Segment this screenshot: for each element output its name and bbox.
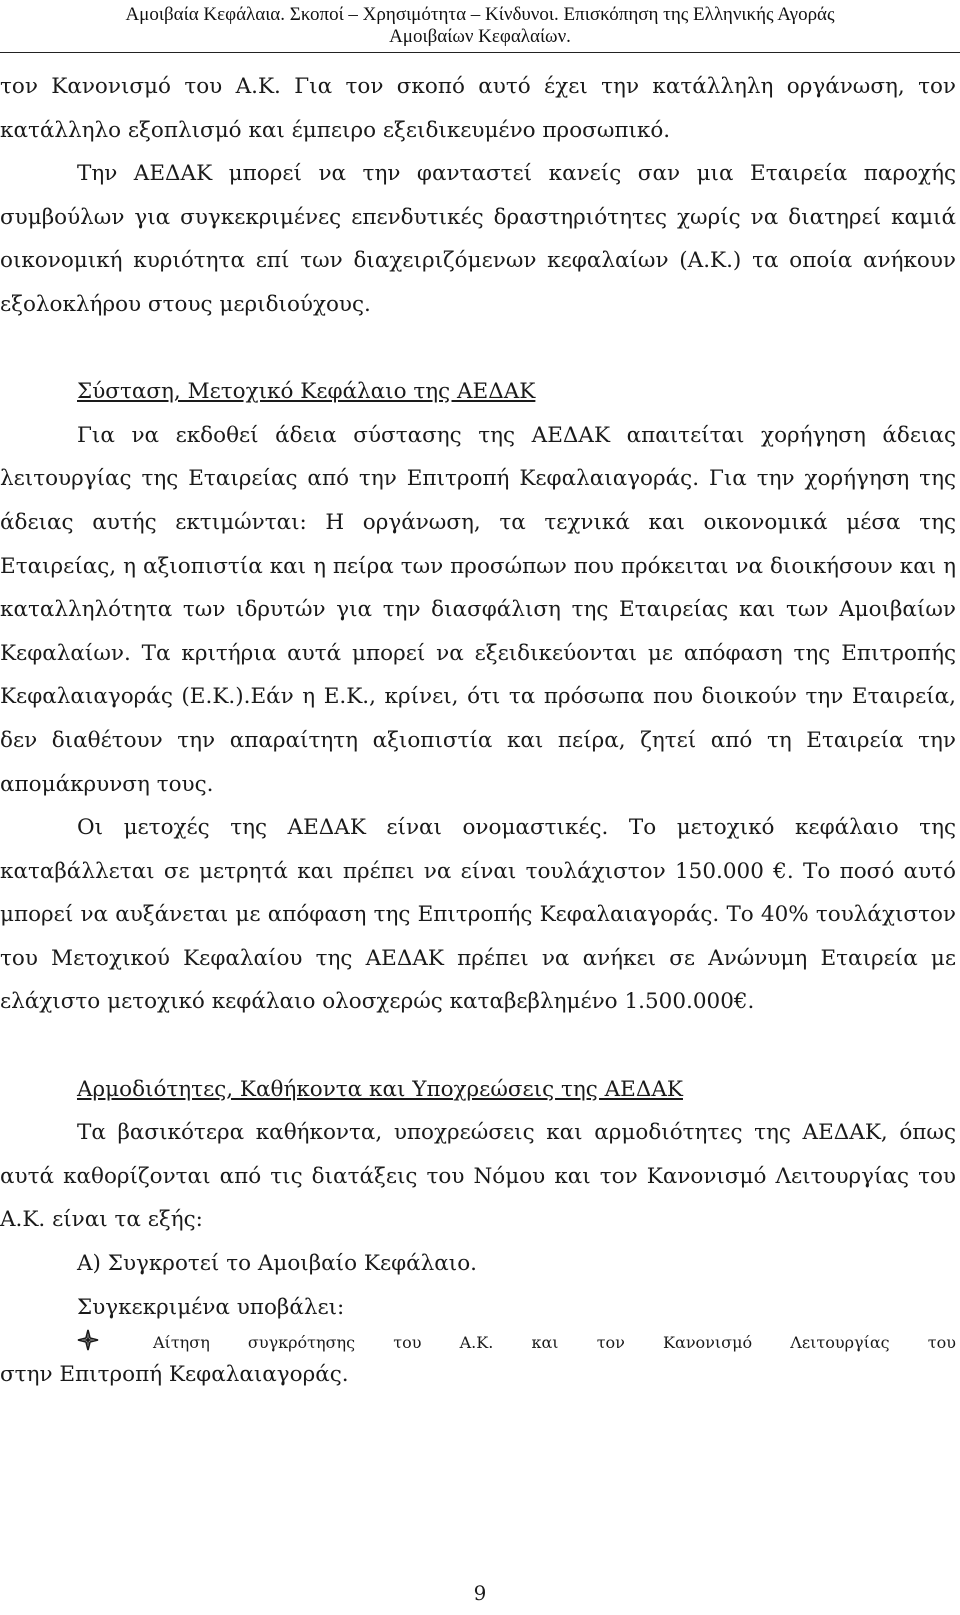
header-line-2: Αμοιβαίων Κεφαλαίων. [389,26,571,47]
paragraph-4: Οι μετοχές της ΑΕΔΑΚ είναι ονομαστικές. Το μετοχικό κεφάλαιο της καταβάλλεται σε μετρητά και πρέπει να είναι τουλάχιστον 150.000 €. Το ποσό αυτό μπορεί να αυξάνεται με απόφαση της Επιτροπής Κεφαλαιαγοράς. Το 40% τουλάχιστον του Μετοχικού Κεφαλαίου της ΑΕΔΑΚ πρέπει να ανήκει σε Ανώνυμη Εταιρεία με ελάχιστο μετοχικό κεφάλαιο ολοσχερώς καταβεβλημένο 1.500.000€. [0,815,956,1015]
paragraph-5: Τα βασικότερα καθήκοντα, υποχρεώσεις και αρμοδιότητες της ΑΕΔΑΚ, όπως αυτά καθορίζονται από τις διατάξεις του Νόμου και τον Κανονισμό Λειτουργίας του Α.Κ. είναι τα εξής: [0,1120,956,1233]
paragraph-6: Α) Συγκροτεί το Αμοιβαίο Κεφάλαιο. [77,1251,478,1277]
paragraph-1: τον Κανονισμό του Α.Κ. Για τον σκοπό αυτό έχει την κατάλληλη οργάνωση, τον κατάλληλο εξοπλισμό και έμπειρο εξειδικευμένο προσωπικό. [0,74,956,143]
bullet-text-line-1: Αίτηση συγκρότησης του Α.Κ. και τον Κανονισμό Λειτουργίας του [153,1333,956,1353]
page-number: 9 [473,1581,487,1605]
header-rule [0,52,960,53]
paragraph-3: Για να εκδοθεί άδεια σύστασης της ΑΕΔΑΚ απαιτείται χορήγηση άδειας λειτουργίας της Εταιρείας από την Επιτροπή Κεφαλαιαγοράς. Για την χορήγηση της άδειας αυτής εκτιμώνται: Η οργάνωση, τα τεχνικά και οικονομικά μέσα της Εταιρείας, η αξιοπιστία και η πείρα των προσώπων που πρόκειται να διοικήσουν και η καταλληλότητα των ιδρυτών για την διασφάλιση της Εταιρείας και των Αμοιβαίων Κεφαλαίων. Τα κριτήρια αυτά μπορεί να εξειδικεύονται με απόφαση της Επιτροπής Κεφαλαιαγοράς (Ε.Κ.).Εάν η Ε.Κ., κρίνει, ότι τα πρόσωπα που διοικούν την Εταιρεία, δεν διαθέτουν την απαραίτητη αξιοπιστία και πείρα, ζητεί από τη Εταιρεία την απομάκρυνση τους. [0,422,956,797]
header-line-1: Αμοιβαία Κεφάλαια. Σκοποί – Χρησιμότητα – Κίνδυνοι. Επισκόπηση της Ελληνικής Αγοράς [125,4,835,25]
spacer [0,327,956,371]
section-heading-duties: Αρμοδιότητες, Καθήκοντα και Υποχρεώσεις της ΑΕΔΑΚ [77,1076,683,1102]
paragraph-7: Συγκεκριμένα υποβάλει: [77,1294,345,1320]
bullet-text-line-2: στην Επιτροπή Κεφαλαιαγοράς. [0,1362,349,1388]
running-header [0,4,960,48]
spacer [0,1024,956,1068]
paragraph-2: Την ΑΕΔΑΚ μπορεί να την φανταστεί κανείς σαν μια Εταιρεία παροχής συμβούλων για συγκεκριμένες επενδυτικές δραστηριότητες χωρίς να διατηρεί καμιά οικονομική κυριότητα επί των διαχειριζόμενων κεφαλαίων (Α.Κ.) τα οποία ανήκουν εξολοκλήρου στους μεριδιούχους. [0,161,956,317]
diamond-bullet-icon [0,1329,153,1353]
bullet-item [0,1329,956,1353]
section-heading-establishment: Σύσταση, Μετοχικό Κεφάλαιο της ΑΕΔΑΚ [77,379,536,405]
page-body [0,65,956,1397]
